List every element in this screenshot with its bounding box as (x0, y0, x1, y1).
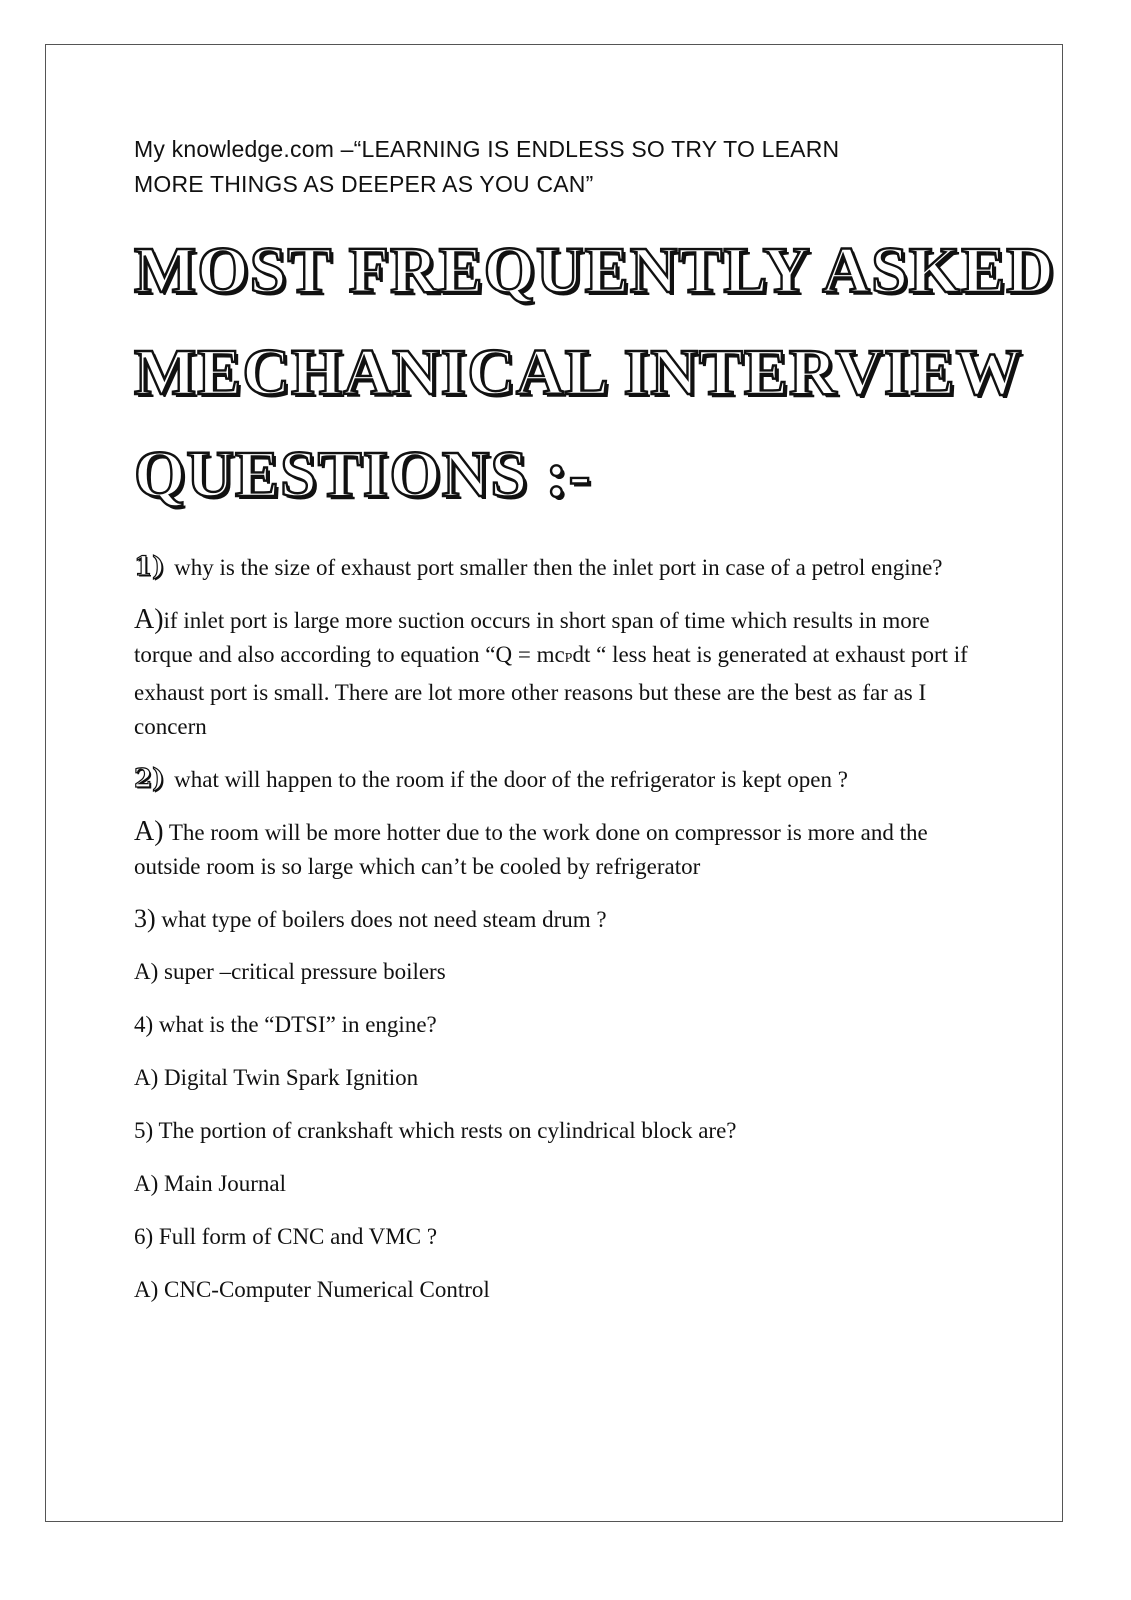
answer-4: A) Digital Twin Spark Ignition (134, 1065, 419, 1090)
page-title (134, 220, 1055, 526)
question-4: 4) what is the “DTSI” in engine? (134, 1012, 437, 1037)
question-1-text: why is the size of exhaust port smaller then the inlet port in case of a petrol engine? (168, 555, 943, 580)
answer-1 (134, 603, 974, 744)
question-3-text: what type of boilers does not need steam drum ? (155, 907, 607, 932)
answer-6: A) CNC-Computer Numerical Control (134, 1277, 490, 1302)
question-3 (134, 902, 974, 937)
title-line-2: MECHANICAL INTERVIEW (134, 336, 1023, 409)
question-1-number: 1) (134, 552, 165, 582)
answer-2 (134, 815, 974, 884)
answer-1-text-after: dt “ less heat is generated at exhaust port if exhaust port is small. There are lot more other reasons but these are the best as far as I concern (134, 642, 968, 739)
question-2-text: what will happen to the room if the door of the refrigerator is kept open ? (168, 767, 848, 792)
answer-1-prefix: A) (134, 604, 164, 635)
answer-3: A) super –critical pressure boilers (134, 959, 446, 984)
question-5: 5) The portion of crankshaft which rests on cylindrical block are? (134, 1118, 737, 1143)
header-line-2: MORE THINGS AS DEEPER AS YOU CAN” (134, 171, 594, 197)
question-1 (134, 550, 974, 585)
answer-5: A) Main Journal (134, 1171, 287, 1196)
question-2 (134, 762, 974, 797)
answer-1-subscript: P (564, 651, 573, 666)
question-6: 6) Full form of CNC and VMC ? (134, 1224, 438, 1249)
question-3-number: 3) (134, 904, 156, 933)
answer-1-text-before: if inlet port is large more suction occurs in short span of time which results in more torque and also according to equation “Q = mc (134, 608, 930, 667)
header-line-1: My knowledge.com –“LEARNING IS ENDLESS SO TRY TO LEARN (134, 136, 840, 162)
answer-2-text: The room will be more hotter due to the work done on compressor is more and the outside room is so large which can’t be cooled by refrigerator (134, 820, 928, 879)
question-2-number: 2) (134, 764, 165, 794)
title-line-3: QUESTIONS :- (134, 438, 592, 511)
answer-2-prefix: A) (134, 816, 164, 847)
document-content (134, 132, 1055, 1326)
title-line-1: MOST FREQUENTLY ASKED (134, 234, 1055, 307)
